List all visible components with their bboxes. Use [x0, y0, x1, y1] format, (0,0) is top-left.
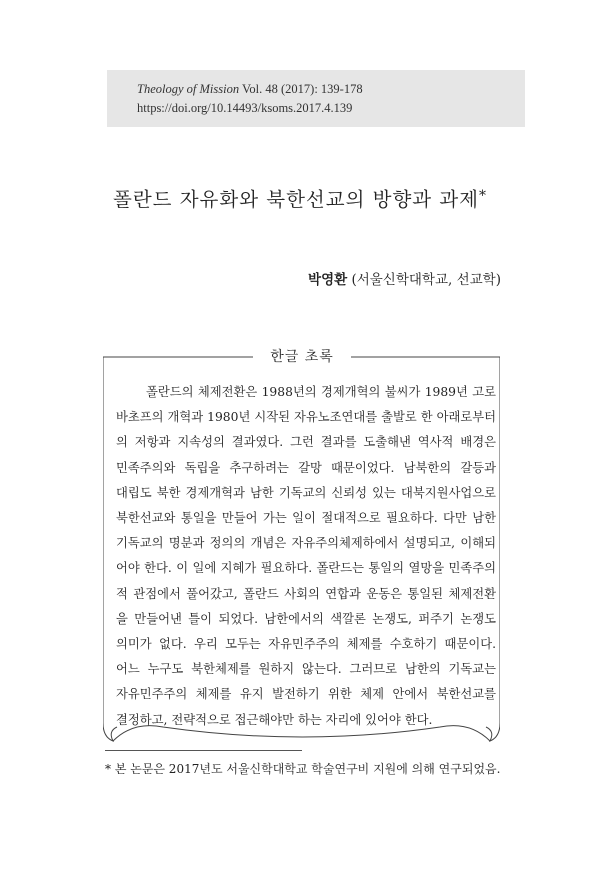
abstract-line: 결정하고, 전략적으로 접근해야만 하는 자리에 있어야 한다. — [116, 712, 433, 727]
abstract-text — [116, 380, 496, 733]
abstract-line: 기독교의 명분과 정의의 개념은 자유주의체제하에서 설명되고, 이해되 — [116, 536, 496, 551]
footnote-divider — [105, 750, 302, 751]
title-footnote-mark: * — [479, 188, 488, 204]
paper-title — [0, 184, 600, 212]
paper-title-text: 폴란드 자유화와 북한선교의 방향과 과제 — [112, 188, 480, 211]
footnote: * 본 논문은 2017년도 서울신학대학교 학술연구비 지원에 의해 연구되었음. — [105, 762, 501, 776]
journal-header — [107, 70, 525, 127]
abstract-line: 어야 한다. 이 일에 지혜가 필요하다. 폴란드는 통일의 열망을 민족주의 — [116, 561, 496, 576]
journal-name: Theology of Mission — [137, 82, 240, 96]
abstract-line: 북한선교와 통일을 만들어 가는 일이 절대적으로 필요하다. 다만 남한 — [116, 511, 496, 526]
abstract-line: 자유민주주의 체제를 유지 발전하기 위한 체제 안에서 북한선교를 — [116, 687, 496, 702]
abstract-line: 의미가 없다. 우리 모두는 자유민주주의 체제를 수호하기 때문이다. — [116, 637, 496, 652]
abstract-heading: 한글 초록 — [253, 347, 351, 367]
abstract-line: 민족주의와 독립을 추구하려는 갈망 때문이었다. 남북한의 갈등과 — [116, 460, 496, 475]
author-line — [308, 268, 501, 288]
abstract-line: 대립도 북한 경제개혁과 남한 기독교의 신뢰성 있는 대북지원사업으로 — [116, 485, 496, 500]
author-affiliation: (서울신학대학교, 선교학) — [347, 272, 501, 288]
abstract-line: 바초프의 개혁과 1980년 시작된 자유노조연대를 출발로 한 아래로부터 — [116, 410, 496, 425]
citation-line — [137, 80, 525, 99]
abstract-line: 을 만들어낸 틀이 되었다. 남한에서의 색깔론 논쟁도, 퍼주기 논쟁도 — [116, 611, 496, 626]
abstract-line: 어느 누구도 북한체제를 원하지 않는다. 그러므로 남한의 기독교는 — [116, 662, 496, 677]
abstract-line: 적 관점에서 풀어갔고, 폴란드 사회의 연합과 운동은 통일된 체제전환 — [116, 586, 496, 601]
volume-info: Vol. 48 (2017): 139-178 — [239, 82, 363, 96]
author-name: 박영환 — [308, 272, 348, 288]
abstract-line: 폴란드의 체제전환은 1988년의 경제개혁의 불씨가 1989년 고로 — [146, 385, 496, 399]
abstract-box — [103, 345, 500, 745]
abstract-line: 의 저항과 지속성의 결과였다. 그런 결과를 도출해낸 역사적 배경은 — [116, 435, 496, 450]
doi-link[interactable]: https://doi.org/10.14493/ksoms.2017.4.139 — [137, 101, 353, 115]
